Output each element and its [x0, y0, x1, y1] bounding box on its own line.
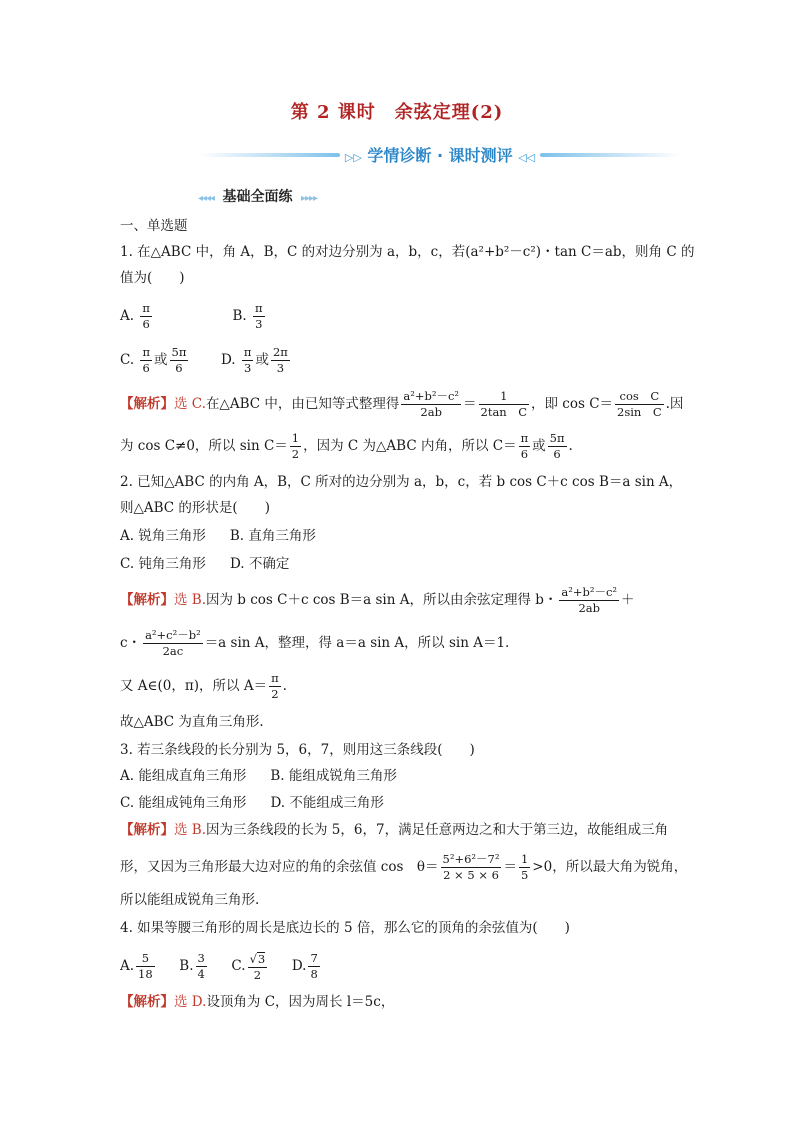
dots-left-icon: ◂◂◂◂: [198, 193, 215, 204]
arrow-left-icon: ◁◁: [518, 151, 536, 164]
q1-stem-line2: 值为( ): [120, 270, 185, 286]
q3-option-c: C. 能组成钝角三角形: [120, 795, 247, 811]
q3-solution-line3: 所以能组成锐角三角形.: [120, 892, 260, 908]
q2-option-c: C. 钝角三角形: [120, 556, 206, 572]
solution-tag: 【解析】: [120, 396, 174, 412]
banner-right-bar: [540, 153, 680, 157]
q2-options-row1: [120, 526, 316, 546]
q2-solution-line2: c・ $\frac{\text{a²+c²－b²}}{2ac}$ ＝a sin A，整理，得 a＝a sin A，所以 sin A＝1.: [120, 628, 510, 658]
q3-stem: 3. 若三条线段的长分别为 5，6，7，则用这三条线段( ): [120, 742, 475, 758]
q1-option-c: C. $\frac{\pi}{6}$ 或 $\frac{5\pi}{6}$: [120, 345, 187, 375]
q1-option-a: A. $\frac{\pi}{6}$: [120, 301, 150, 331]
q4-stem: 4. 如果等腰三角形的周长是底边长的 5 倍，那么它的顶角的余弦值为( ): [120, 920, 570, 936]
q1-option-d: D. $\frac{\pi}{3}$ 或 $\frac{2\pi}{3}$: [220, 345, 288, 375]
q2-solution-line4: 故△ABC 为直角三角形.: [120, 714, 264, 730]
q3-solution-line1: 【解析】选 B.因为三条线段的长为 5，6，7，满足任意两边之和大于第三边，故能组成三角: [120, 822, 669, 838]
q4-solution-line1: 【解析】选 D.设顶角为 C，因为周长 l＝5c，: [120, 994, 395, 1010]
banner-left-bar: [200, 153, 340, 157]
q2-options-row2: [120, 554, 289, 574]
section-label: 基础全面练: [222, 189, 293, 205]
q4-option-a: A. $\frac{5}{18}$: [120, 951, 153, 981]
question-type-heading: 一、单选题: [120, 218, 188, 234]
q2-stem-line2: 则△ABC 的形状是( ): [120, 500, 270, 516]
q1-option-b: B. $\frac{\pi}{3}$: [232, 301, 263, 331]
q4-option-c: C. $\frac{√3}{2}$: [231, 951, 266, 982]
q1-solution-line1: 【解析】选 C.在△ABC 中，由已知等式整理得 $\frac{\text{a²+b²－c²}}{2ab}$ ＝ $\frac{1}{\text{2tan C}}$ ，即 cos C＝ $\frac{\text{cos C}}{\text{2sin C}}$ .因: [120, 389, 684, 419]
q2-option-d: D. 不确定: [229, 556, 290, 572]
q2-option-b: B. 直角三角形: [229, 528, 316, 544]
q1-options-row2: [120, 342, 292, 378]
q4-option-d: D. $\frac{7}{8}$: [291, 951, 318, 981]
q2-solution-line3: 又 A∈(0，π)，所以 A＝ $\frac{\pi}{2}$ .: [120, 671, 287, 701]
q3-option-a: A. 能组成直角三角形: [120, 768, 247, 784]
q2-stem-line1: 2. 已知△ABC 的内角 A，B，C 所对的边分别为 a，b，c，若 b cos C＋c cos B＝a sin A，: [120, 474, 683, 490]
q1-solution-line2: 为 cos C≠0，所以 sin C＝ $\frac{1}{2}$ ，因为 C 为△ABC 内角，所以 C＝ $\frac{\pi}{6}$ 或 $\frac{5\pi}{6}$ .: [120, 431, 573, 461]
q3-option-b: B. 能组成锐角三角形: [270, 768, 397, 784]
q3-options-row1: [120, 766, 397, 786]
q4-option-b: B. $\frac{3}{4}$: [179, 951, 205, 981]
banner-title: 学情诊断 · 课时测评: [367, 146, 513, 165]
q4-options: [120, 946, 322, 986]
page-title: 第 2 课时 余弦定理(2): [290, 102, 504, 123]
q1-options-row1: [120, 298, 267, 334]
arrow-right-icon: ▷▷: [344, 151, 362, 164]
q2-solution-line1: 【解析】选 B.因为 b cos C＋c cos B＝a sin A，所以由余弦定理得 b・ $\frac{\text{a²+b²－c²}}{2ab}$ ＋: [120, 585, 635, 615]
q3-options-row2: [120, 793, 384, 813]
answer-key: 选 C.: [174, 396, 206, 412]
q3-solution-line2: 形，又因为三角形最大边对应的角的余弦值 cos θ＝ $\frac{\text{5²+6²－7²}}{2 \times 5 \times 6}$ ＝ $\frac{1}{5}$ >0，所以最大角为锐角，: [120, 852, 688, 882]
q3-option-d: D. 不能组成三角形: [270, 795, 384, 811]
section-heading: [198, 186, 317, 206]
q2-option-a: A. 锐角三角形: [120, 528, 206, 544]
dots-right-icon: ▸▸▸▸: [300, 193, 318, 204]
section-banner: [200, 143, 680, 167]
q1-stem-line1: 1. 在△ABC 中，角 A，B，C 的对边分别为 a，b，c，若(a²+b²－c²)・tan C＝ab，则角 C 的: [120, 244, 695, 260]
